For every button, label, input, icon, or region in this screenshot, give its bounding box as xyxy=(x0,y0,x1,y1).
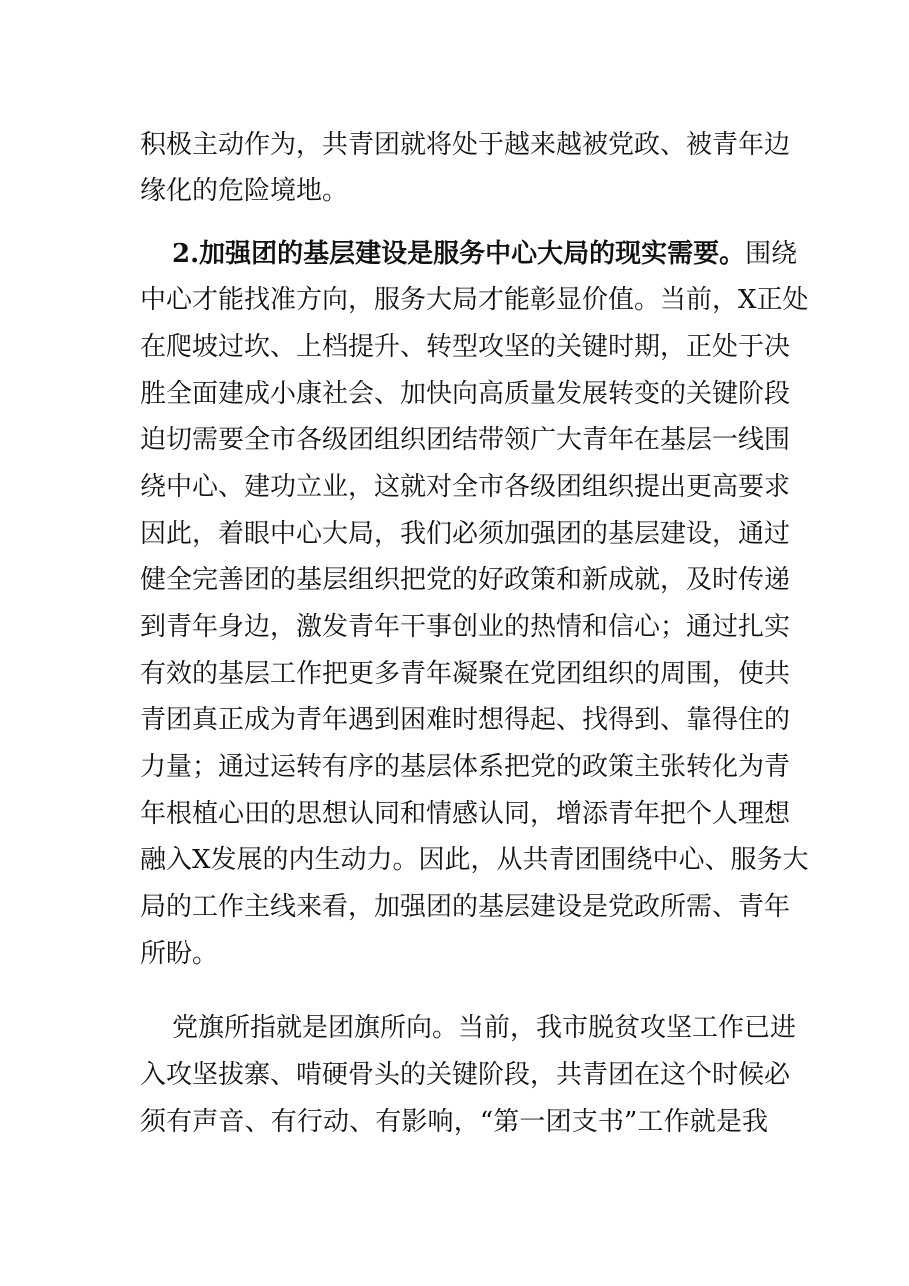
paragraph-2-line: 有效的基层工作把更多青年凝聚在党团组织的周围，使共 xyxy=(140,659,791,689)
paragraph-2-line: 中心才能找准方向，服务大局才能彰显价值。当前，X正处 xyxy=(140,285,809,315)
paragraph-3-line: 须有声音、有行动、有影响，“第一团支书”工作就是我 xyxy=(140,1107,768,1137)
paragraph-2-line: 因此，着眼中心大局，我们必须加强团的基层建设，通过 xyxy=(140,519,791,549)
paragraph-2-line: 在爬坡过坎、上档提升、转型攻坚的关键时期，正处于决 xyxy=(140,332,791,362)
paragraph-3-line: 党旗所指就是团旗所向。当前，我市脱贫攻坚工作已进 xyxy=(172,1013,797,1043)
paragraph-2-line: 到青年身边，激发青年干事创业的热情和信心；通过扎实 xyxy=(140,612,791,642)
paragraph-2-line: 年根植心田的思想认同和情感认同，增添青年把个人理想 xyxy=(140,799,791,829)
paragraph-2-line: 所盼。 xyxy=(140,939,219,969)
paragraph-2-line: 融入X发展的内生动力。因此，从共青团围绕中心、服务大 xyxy=(140,845,809,875)
paragraph-1-line-1: 积极主动作为，共青团就将处于越来越被党政、被青年边 xyxy=(140,130,791,160)
section-heading: 2.加强团的基层建设是服务中心大局的现实需要。 xyxy=(172,239,746,269)
paragraph-2-line: 健全完善团的基层组织把党的好政策和新成就，及时传递 xyxy=(140,565,791,595)
paragraph-2-line: 迫切需要全市各级团组织团结带领广大青年在基层一线围 xyxy=(140,425,791,455)
paragraph-3-line: 入攻坚拔寨、啃硬骨头的关键阶段，共青团在这个时候必 xyxy=(140,1060,791,1090)
paragraph-2-line-1-rest: 围绕 xyxy=(745,239,798,269)
paragraph-2-line: 绕中心、建功立业，这就对全市各级团组织提出更高要求 xyxy=(140,472,791,502)
paragraph-2-line: 青团真正成为青年遇到困难时想得起、找得到、靠得住的 xyxy=(140,705,791,735)
paragraph-1-line-2: 缘化的危险境地。 xyxy=(140,176,349,206)
paragraph-2-line: 胜全面建成小康社会、加快向高质量发展转变的关键阶段 xyxy=(140,379,791,409)
paragraph-2-line: 局的工作主线来看，加强团的基层建设是党政所需、青年 xyxy=(140,892,791,922)
paragraph-2-line: 力量；通过运转有序的基层体系把党的政策主张转化为青 xyxy=(140,752,791,782)
paragraph-2-line-1 xyxy=(172,234,798,274)
